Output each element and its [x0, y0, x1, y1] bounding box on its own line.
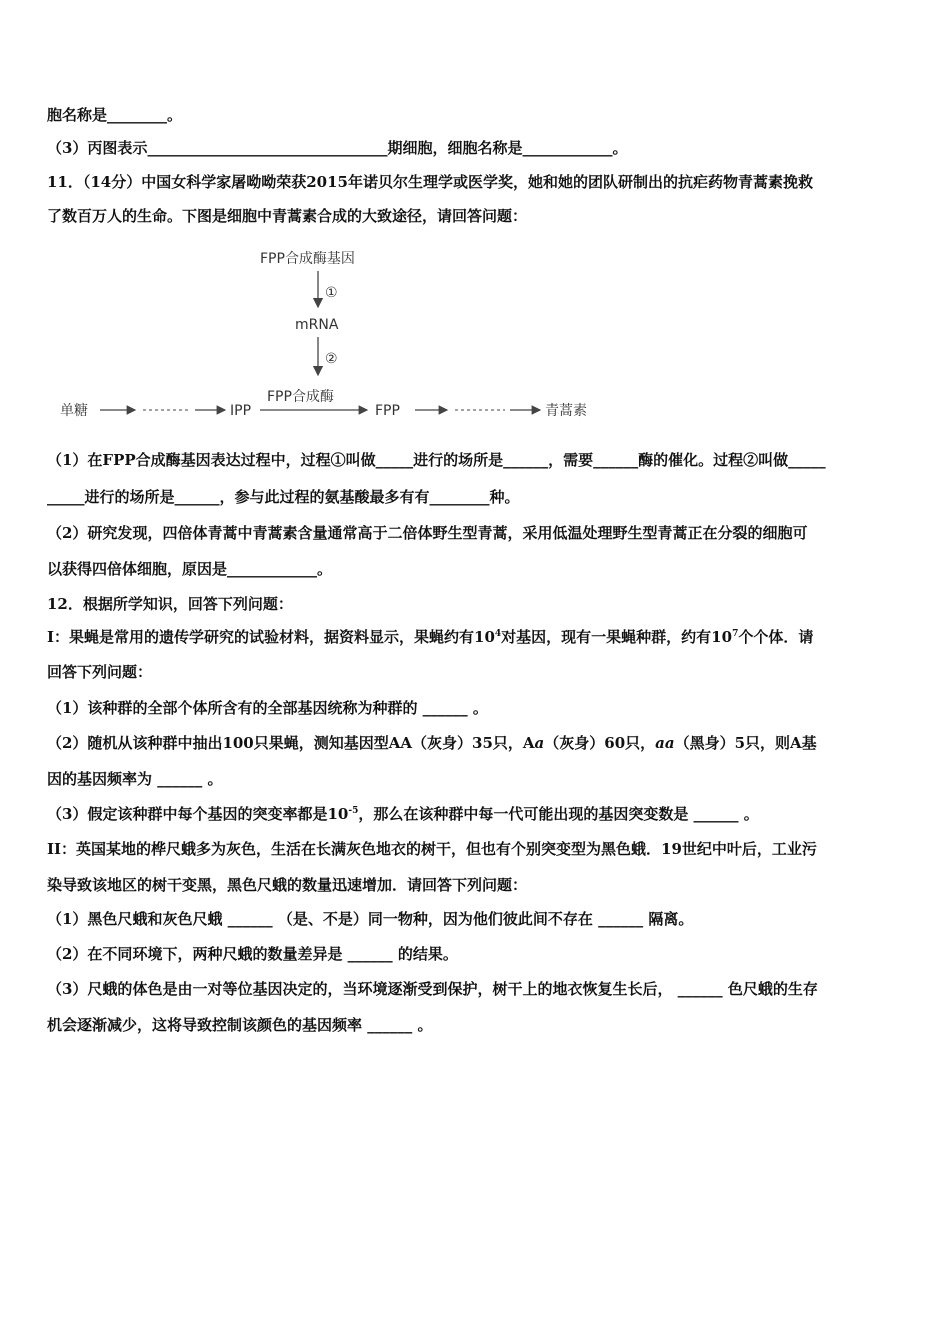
text-line — [47, 804, 907, 824]
text-segment: I：果蝇是常用的遗传学研究的试验材料，据资料显示，果蝇约有10 — [47, 628, 495, 646]
text-line: （3）尺蛾的体色是由一对等位基因决定的，当环境逐渐受到保护，树干上的地衣恢复生长后， ______ 色尺蛾的生存 — [47, 980, 818, 998]
ipp-label: IPP — [230, 403, 252, 419]
text-segment: （黑身）5只，则A基 — [674, 734, 817, 752]
artemisinin-pathway-diagram — [55, 245, 615, 430]
superscript: 4 — [494, 629, 502, 639]
text-line: （2）研究发现，四倍体青蒿中青蒿素含量通常高于二倍体野生型青蒿，采用低温处理野生型青蒿正在分裂的细胞可 — [47, 524, 808, 542]
italic-genotype: aa — [655, 734, 675, 752]
enzyme-label: FPP合成酶 — [267, 389, 334, 405]
text-line: _____进行的场所是______，参与此过程的氨基酸最多有有________种。 — [47, 488, 520, 506]
superscript: -5 — [348, 806, 359, 816]
superscript: 7 — [732, 629, 739, 639]
text-line: （3）丙图表示________________________________期细胞，细胞名称是____________。 — [47, 139, 628, 157]
text-line — [47, 733, 907, 753]
text-segment: ，那么在该种群中每一代可能出现的基因突变数是 ______ 。 — [358, 805, 759, 823]
text-segment: （灰身）60只， — [544, 734, 656, 752]
text-line: 回答下列问题： — [47, 663, 153, 681]
text-segment: （3）假定该种群中每个基因的突变率都是10 — [47, 805, 349, 823]
text-line: 了数百万人的生命。下图是细胞中青蒿素合成的大致途径，请回答问题： — [47, 207, 528, 225]
text-line — [47, 627, 907, 647]
sugar-label: 单糖 — [60, 403, 88, 419]
step-1-label: ① — [325, 285, 338, 301]
italic-genotype: a — [534, 734, 545, 752]
gene-label: FPP合成酶基因 — [260, 251, 355, 267]
text-line: 机会逐渐减少，这将导致控制该颜色的基因频率 ______ 。 — [47, 1016, 433, 1034]
text-segment: 个个体．请 — [738, 628, 814, 646]
text-line: （1）在FPP合成酶基因表达过程中，过程①叫做_____进行的场所是______，需要______酶的催化。过程②叫做_____ — [47, 451, 826, 469]
text-segment: （2）随机从该种群中抽出100只果蝇，测知基因型AA（灰身）35只，A — [47, 734, 535, 752]
text-line: （1）黑色尺蛾和灰色尺蛾 ______ （是、不是）同一物种，因为他们彼此间不存在 ______ 隔离。 — [47, 910, 694, 928]
text-line: 因的基因频率为 ______ 。 — [47, 770, 223, 788]
text-segment: 对基因，现有一果蝇种群，约有10 — [501, 628, 733, 646]
question-11-heading: 11．（14分）中国女科学家屠呦呦荣获2015年诺贝尔生理学或医学奖，她和她的团队研制出的抗疟药物青蒿素挽救 — [47, 173, 814, 191]
text-line: 以获得四倍体细胞，原因是____________。 — [47, 560, 333, 578]
step-2-label: ② — [325, 351, 338, 367]
text-line: 染导致该地区的树干变黑，黑色尺蛾的数量迅速增加．请回答下列问题： — [47, 876, 528, 894]
product-label: 青蒿素 — [545, 403, 587, 419]
fpp-label: FPP — [375, 403, 400, 419]
question-12-heading: 12．根据所学知识，回答下列问题： — [47, 595, 293, 613]
text-line: 胞名称是________。 — [47, 106, 183, 124]
mrna-label: mRNA — [295, 317, 339, 333]
text-line: （2）在不同环境下，两种尺蛾的数量差异是 ______ 的结果。 — [47, 945, 458, 963]
text-line: II：英国某地的桦尺蛾多为灰色，生活在长满灰色地衣的树干，但也有个别突变型为黑色蛾．19世纪中叶后，工业污 — [47, 840, 817, 858]
text-line: （1）该种群的全部个体所含有的全部基因统称为种群的 ______ 。 — [47, 699, 488, 717]
